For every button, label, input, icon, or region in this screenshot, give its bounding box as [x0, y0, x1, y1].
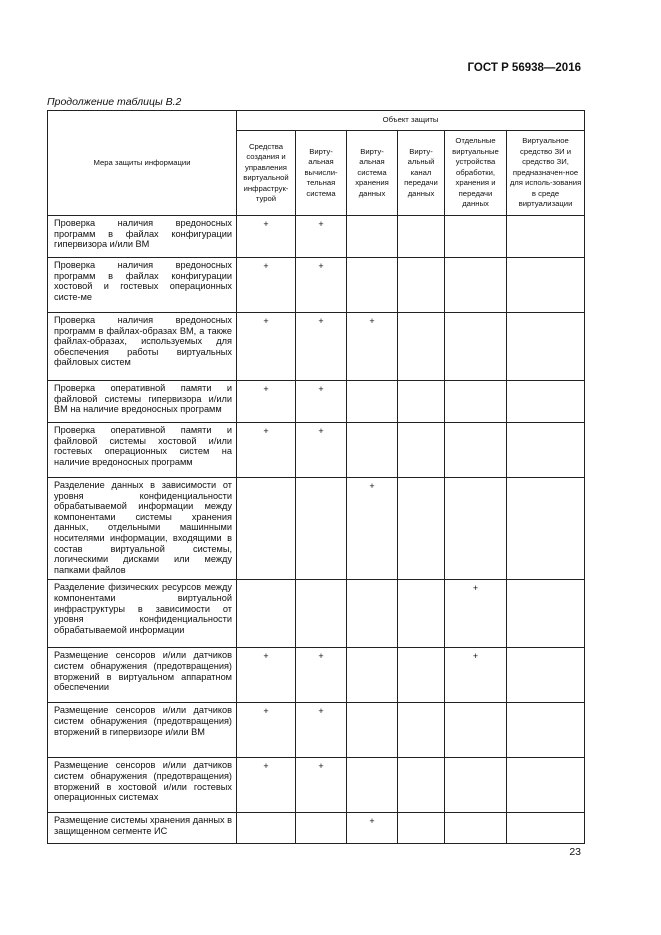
- applicability-mark-cell: +: [237, 216, 296, 258]
- applicability-mark-cell: [507, 313, 585, 381]
- applicability-mark-cell: +: [237, 313, 296, 381]
- applicability-mark-cell: [445, 813, 507, 844]
- applicability-mark-cell: +: [296, 381, 347, 423]
- applicability-mark-cell: +: [296, 648, 347, 703]
- applicability-mark-cell: [347, 423, 398, 478]
- applicability-mark-cell: +: [296, 758, 347, 813]
- applicability-mark-cell: [507, 216, 585, 258]
- applicability-mark-cell: [398, 758, 445, 813]
- applicability-mark-cell: +: [296, 703, 347, 758]
- object-column-header: Виртуальное средство ЗИ и средство ЗИ, предназначен-ное для исполь-зования в среде виртуализации: [507, 131, 585, 216]
- applicability-mark-cell: +: [237, 703, 296, 758]
- table-row: [48, 648, 585, 703]
- table-row: [48, 381, 585, 423]
- measure-cell: Проверка наличия вредоносных программ в файлах конфигурации хостовой и гостевых операционных систе-ме: [48, 258, 237, 313]
- applicability-mark-cell: [445, 313, 507, 381]
- table-row: [48, 758, 585, 813]
- applicability-mark-cell: [347, 216, 398, 258]
- applicability-mark-cell: [507, 580, 585, 648]
- object-column-header: Вирту-альная система хранения данных: [347, 131, 398, 216]
- applicability-mark-cell: [445, 381, 507, 423]
- applicability-mark-cell: [398, 648, 445, 703]
- applicability-mark-cell: [296, 580, 347, 648]
- applicability-mark-cell: [398, 478, 445, 580]
- applicability-mark-cell: [507, 813, 585, 844]
- applicability-mark-cell: [237, 813, 296, 844]
- applicability-mark-cell: [296, 478, 347, 580]
- applicability-mark-cell: [507, 381, 585, 423]
- applicability-mark-cell: [347, 381, 398, 423]
- applicability-mark-cell: [445, 423, 507, 478]
- applicability-mark-cell: [507, 703, 585, 758]
- document-code: ГОСТ Р 56938—2016: [467, 62, 581, 74]
- table-caption: Продолжение таблицы В.2: [47, 96, 182, 108]
- table-row: [48, 703, 585, 758]
- page-number: 23: [569, 846, 581, 858]
- applicability-mark-cell: +: [237, 381, 296, 423]
- applicability-mark-cell: [507, 423, 585, 478]
- table-row: [48, 258, 585, 313]
- applicability-mark-cell: [507, 648, 585, 703]
- table-row: [48, 313, 585, 381]
- measure-cell: Разделение физических ресурсов между компонентами виртуальной инфраструктуры в зависимости от уровня конфиденциальности обрабатываемой информации: [48, 580, 237, 648]
- applicability-mark-cell: +: [296, 258, 347, 313]
- applicability-mark-cell: +: [237, 648, 296, 703]
- protection-measures-table: [47, 110, 585, 844]
- measure-cell: Проверка наличия вредоносных программ в файлах конфигурации гипервизора и/или ВМ: [48, 216, 237, 258]
- applicability-mark-cell: +: [237, 758, 296, 813]
- applicability-mark-cell: +: [347, 478, 398, 580]
- applicability-mark-cell: [445, 758, 507, 813]
- measure-cell: Размещение сенсоров и/или датчиков систем обнаружения (предотвращения) вторжений в хостовой и/или гостевых операционных системах: [48, 758, 237, 813]
- object-column-header: Вирту-альная вычисли-тельная система: [296, 131, 347, 216]
- object-column-header: Вирту-альный канал передачи данных: [398, 131, 445, 216]
- applicability-mark-cell: [398, 703, 445, 758]
- applicability-mark-cell: +: [296, 313, 347, 381]
- protection-object-header: Объект защиты: [237, 111, 585, 131]
- table-row: [48, 478, 585, 580]
- applicability-mark-cell: [347, 703, 398, 758]
- measure-cell: Проверка оперативной памяти и файловой системы гипервизора и/или ВМ на наличие вредоносных программ: [48, 381, 237, 423]
- applicability-mark-cell: [398, 813, 445, 844]
- applicability-mark-cell: [445, 703, 507, 758]
- table-row: [48, 580, 585, 648]
- measure-column-header: Мера защиты информации: [48, 111, 237, 216]
- applicability-mark-cell: +: [445, 648, 507, 703]
- applicability-mark-cell: [237, 580, 296, 648]
- applicability-mark-cell: +: [347, 813, 398, 844]
- applicability-mark-cell: [347, 258, 398, 313]
- applicability-mark-cell: +: [296, 216, 347, 258]
- applicability-mark-cell: +: [347, 313, 398, 381]
- applicability-mark-cell: [445, 216, 507, 258]
- applicability-mark-cell: +: [237, 258, 296, 313]
- measure-cell: Размещение системы хранения данных в защищенном сегменте ИС: [48, 813, 237, 844]
- measure-cell: Проверка оперативной памяти и файловой системы хостовой и/или гостевых операционных систем на наличие вредоносных программ: [48, 423, 237, 478]
- applicability-mark-cell: +: [237, 423, 296, 478]
- applicability-mark-cell: [237, 478, 296, 580]
- applicability-mark-cell: [347, 648, 398, 703]
- measure-cell: Разделение данных в зависимости от уровня конфиденциальности обрабатываемой информации между компонентами системы хранения данных, отдельными машинными носителями информации, входящими в состав виртуальной системы, логическими дисками или между папками файлов: [48, 478, 237, 580]
- applicability-mark-cell: [507, 758, 585, 813]
- measure-cell: Проверка наличия вредоносных программ в файлах-образах ВМ, а также файлах-образах, используемых для обеспечения работы виртуальных файловых систем: [48, 313, 237, 381]
- applicability-mark-cell: [445, 258, 507, 313]
- applicability-mark-cell: [398, 313, 445, 381]
- table-row: [48, 423, 585, 478]
- applicability-mark-cell: [398, 580, 445, 648]
- table-row: [48, 813, 585, 844]
- applicability-mark-cell: +: [296, 423, 347, 478]
- applicability-mark-cell: [507, 258, 585, 313]
- measure-cell: Размещение сенсоров и/или датчиков систем обнаружения (предотвращения) вторжений в виртуальном аппаратном обеспечении: [48, 648, 237, 703]
- applicability-mark-cell: [445, 478, 507, 580]
- applicability-mark-cell: [398, 216, 445, 258]
- object-column-header: Средства создания и управления виртуальной инфраструк-турой: [237, 131, 296, 216]
- applicability-mark-cell: [296, 813, 347, 844]
- applicability-mark-cell: +: [445, 580, 507, 648]
- applicability-mark-cell: [398, 258, 445, 313]
- applicability-mark-cell: [347, 758, 398, 813]
- applicability-mark-cell: [347, 580, 398, 648]
- applicability-mark-cell: [398, 423, 445, 478]
- table-row: [48, 216, 585, 258]
- measure-cell: Размещение сенсоров и/или датчиков систем обнаружения (предотвращения) вторжений в гипервизоре и/или ВМ: [48, 703, 237, 758]
- object-column-header: Отдельные виртуальные устройства обработки, хранения и передачи данных: [445, 131, 507, 216]
- applicability-mark-cell: [507, 478, 585, 580]
- applicability-mark-cell: [398, 381, 445, 423]
